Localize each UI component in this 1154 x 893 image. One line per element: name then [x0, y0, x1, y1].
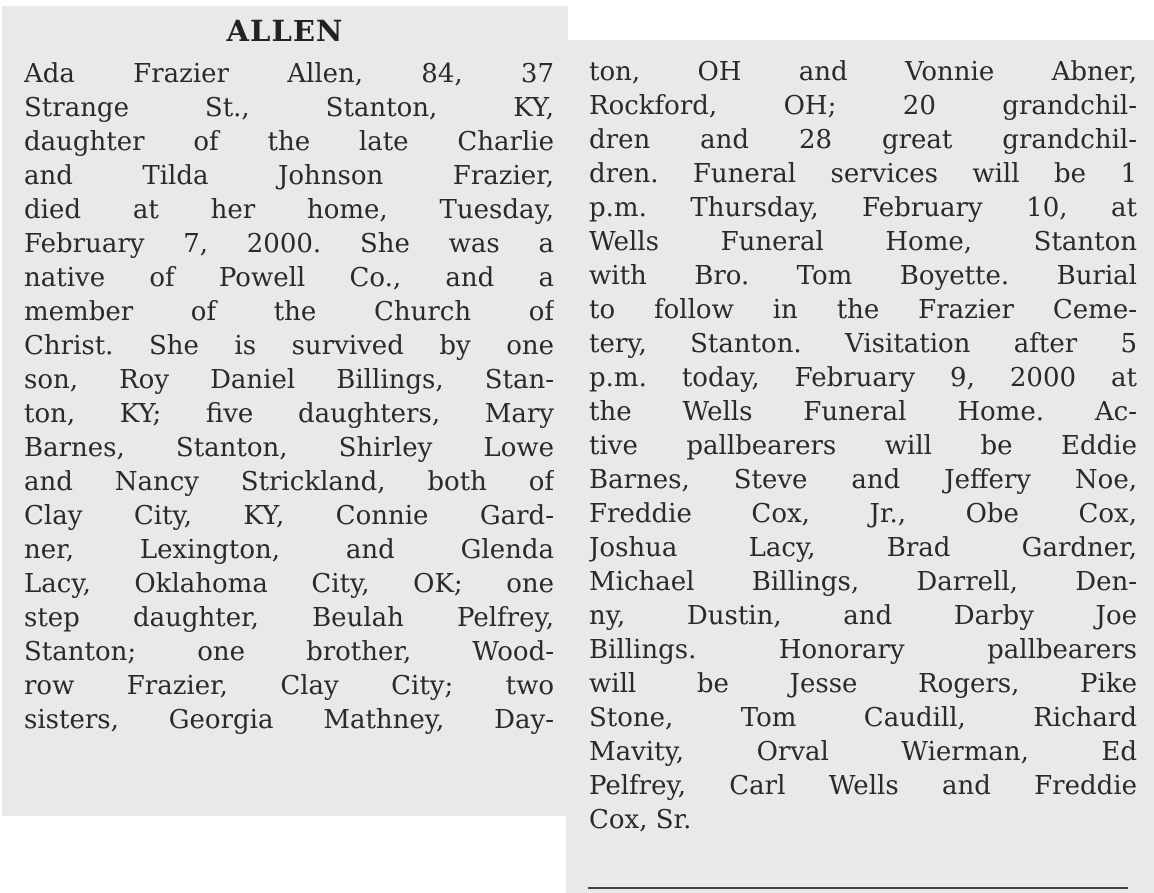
text-line: and Tilda Johnson Frazier, [24, 161, 554, 191]
text-line: Mavity, Orval Wierman, Ed [589, 737, 1137, 767]
text-line: Stone, Tom Caudill, Richard [589, 703, 1137, 733]
text-line: ton, OH and Vonnie Abner, [589, 57, 1137, 87]
text-line: Billings. Honorary pallbearers [589, 635, 1137, 665]
text-line: ner, Lexington, and Glenda [24, 535, 554, 565]
obituary-column-left [2, 6, 568, 816]
obituary-title: ALLEN [226, 14, 344, 48]
text-line: step daughter, Beulah Pelfrey, [24, 603, 554, 633]
text-line: Stanton; one brother, Wood- [24, 637, 554, 667]
text-line: tery, Stanton. Visitation after 5 [589, 329, 1137, 359]
text-line: son, Roy Daniel Billings, Stan- [24, 365, 554, 395]
text-line: Clay City, KY, Connie Gard- [24, 501, 554, 531]
text-line: dren and 28 great grandchil- [589, 125, 1137, 155]
text-line: p.m. today, February 9, 2000 at [589, 363, 1137, 393]
left-column-text [24, 57, 554, 737]
text-line: member of the Church of [24, 297, 554, 327]
text-line: Christ. She is survived by one [24, 331, 554, 361]
right-column-text [589, 55, 1137, 837]
text-line: Freddie Cox, Jr., Obe Cox, [589, 499, 1137, 529]
text-line: ny, Dustin, and Darby Joe [589, 601, 1137, 631]
text-line: tive pallbearers will be Eddie [589, 431, 1137, 461]
text-line: died at her home, Tuesday, [24, 195, 554, 225]
text-line: Rockford, OH; 20 grandchil- [589, 91, 1137, 121]
text-line: the Wells Funeral Home. Ac- [589, 397, 1137, 427]
text-line: Michael Billings, Darrell, Den- [589, 567, 1137, 597]
text-line: sisters, Georgia Mathney, Day- [24, 705, 554, 735]
text-line: daughter of the late Charlie [24, 127, 554, 157]
text-line: native of Powell Co., and a [24, 263, 554, 293]
text-line: will be Jesse Rogers, Pike [589, 669, 1137, 699]
bottom-divider [588, 887, 1128, 889]
text-line: p.m. Thursday, February 10, at [589, 193, 1137, 223]
obituary-column-right [566, 40, 1154, 893]
text-line: to follow in the Frazier Ceme- [589, 295, 1137, 325]
text-line: Cox, Sr. [589, 805, 692, 835]
text-line: Ada Frazier Allen, 84, 37 [24, 59, 554, 89]
text-line: Joshua Lacy, Brad Gardner, [589, 533, 1137, 563]
text-line: Strange St., Stanton, KY, [24, 93, 554, 123]
text-line: Barnes, Stanton, Shirley Lowe [24, 433, 554, 463]
text-line: Lacy, Oklahoma City, OK; one [24, 569, 554, 599]
text-line: row Frazier, Clay City; two [24, 671, 554, 701]
text-line: and Nancy Strickland, both of [24, 467, 554, 497]
text-line: February 7, 2000. She was a [24, 229, 554, 259]
text-line: dren. Funeral services will be 1 [589, 159, 1137, 189]
text-line: ton, KY; five daughters, Mary [24, 399, 554, 429]
text-line: Wells Funeral Home, Stanton [589, 227, 1137, 257]
text-line: Barnes, Steve and Jeffery Noe, [589, 465, 1137, 495]
text-line: with Bro. Tom Boyette. Burial [589, 261, 1137, 291]
text-line: Pelfrey, Carl Wells and Freddie [589, 771, 1137, 801]
